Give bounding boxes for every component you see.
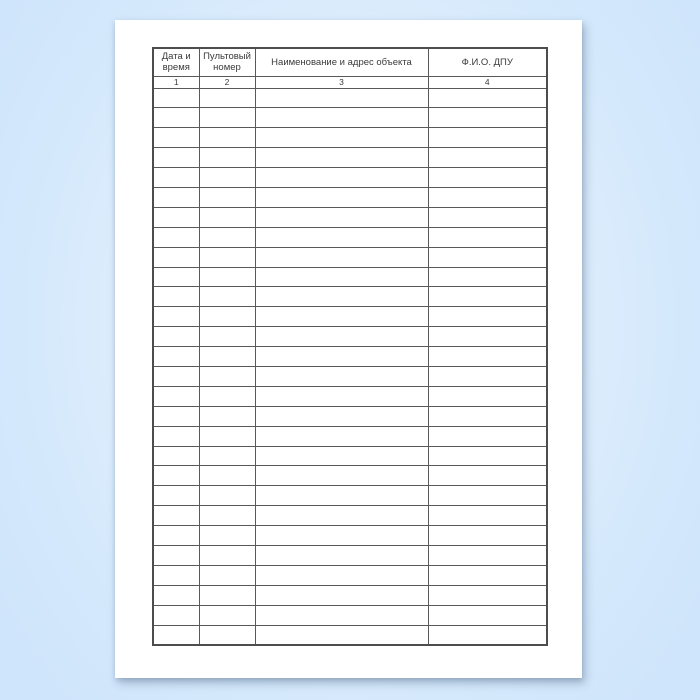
empty-cell bbox=[428, 88, 547, 108]
empty-cell bbox=[428, 406, 547, 426]
empty-row bbox=[153, 227, 547, 247]
empty-row bbox=[153, 625, 547, 645]
empty-cell bbox=[153, 247, 199, 267]
column-number-2: 2 bbox=[199, 76, 255, 88]
empty-row bbox=[153, 605, 547, 625]
empty-cell bbox=[428, 526, 547, 546]
empty-cell bbox=[199, 426, 255, 446]
empty-cell bbox=[153, 187, 199, 207]
empty-cell bbox=[428, 585, 547, 605]
empty-cell bbox=[199, 347, 255, 367]
empty-row bbox=[153, 128, 547, 148]
empty-cell bbox=[255, 466, 428, 486]
empty-cell bbox=[255, 545, 428, 565]
empty-row bbox=[153, 506, 547, 526]
empty-cell bbox=[199, 366, 255, 386]
empty-row bbox=[153, 585, 547, 605]
empty-cell bbox=[428, 108, 547, 128]
empty-cell bbox=[153, 287, 199, 307]
empty-cell bbox=[428, 148, 547, 168]
empty-cell bbox=[199, 625, 255, 645]
empty-cell bbox=[255, 486, 428, 506]
empty-row bbox=[153, 168, 547, 188]
empty-row bbox=[153, 366, 547, 386]
column-number-3: 3 bbox=[255, 76, 428, 88]
empty-cell bbox=[153, 108, 199, 128]
empty-cell bbox=[199, 605, 255, 625]
column-header-object-name-address: Наименование и адрес объекта bbox=[255, 48, 428, 76]
empty-row bbox=[153, 327, 547, 347]
empty-cell bbox=[199, 386, 255, 406]
empty-cell bbox=[199, 148, 255, 168]
empty-cell bbox=[428, 287, 547, 307]
empty-cell bbox=[255, 386, 428, 406]
empty-cell bbox=[255, 148, 428, 168]
empty-row bbox=[153, 187, 547, 207]
empty-cell bbox=[255, 267, 428, 287]
empty-row bbox=[153, 267, 547, 287]
empty-cell bbox=[153, 128, 199, 148]
empty-row bbox=[153, 88, 547, 108]
empty-cell bbox=[255, 406, 428, 426]
empty-row bbox=[153, 207, 547, 227]
empty-cell bbox=[153, 168, 199, 188]
empty-cell bbox=[199, 486, 255, 506]
empty-row bbox=[153, 565, 547, 585]
empty-row bbox=[153, 347, 547, 367]
empty-cell bbox=[255, 128, 428, 148]
empty-cell bbox=[153, 148, 199, 168]
table-header-row bbox=[153, 48, 547, 76]
empty-cell bbox=[153, 267, 199, 287]
empty-cell bbox=[428, 625, 547, 645]
empty-cell bbox=[428, 366, 547, 386]
empty-cell bbox=[199, 307, 255, 327]
column-number-4: 4 bbox=[428, 76, 547, 88]
document-sheet bbox=[115, 20, 582, 678]
column-header-date-time: Дата и время bbox=[153, 48, 199, 76]
empty-row bbox=[153, 386, 547, 406]
empty-row bbox=[153, 148, 547, 168]
empty-cell bbox=[428, 227, 547, 247]
empty-cell bbox=[199, 526, 255, 546]
empty-cell bbox=[428, 327, 547, 347]
empty-cell bbox=[199, 565, 255, 585]
column-header-dpu-name: Ф.И.О. ДПУ bbox=[428, 48, 547, 76]
empty-cell bbox=[153, 446, 199, 466]
empty-row bbox=[153, 446, 547, 466]
empty-cell bbox=[153, 227, 199, 247]
empty-row bbox=[153, 426, 547, 446]
empty-cell bbox=[255, 585, 428, 605]
empty-cell bbox=[199, 247, 255, 267]
empty-cell bbox=[153, 366, 199, 386]
empty-row bbox=[153, 108, 547, 128]
empty-cell bbox=[199, 506, 255, 526]
empty-cell bbox=[153, 88, 199, 108]
empty-cell bbox=[255, 307, 428, 327]
empty-cell bbox=[255, 108, 428, 128]
empty-cell bbox=[153, 406, 199, 426]
empty-cell bbox=[199, 287, 255, 307]
empty-cell bbox=[199, 545, 255, 565]
empty-cell bbox=[255, 625, 428, 645]
empty-cell bbox=[255, 327, 428, 347]
empty-cell bbox=[428, 486, 547, 506]
empty-cell bbox=[255, 446, 428, 466]
empty-cell bbox=[199, 207, 255, 227]
empty-cell bbox=[153, 585, 199, 605]
empty-cell bbox=[153, 526, 199, 546]
empty-cell bbox=[199, 585, 255, 605]
empty-cell bbox=[199, 267, 255, 287]
empty-cell bbox=[199, 446, 255, 466]
empty-cell bbox=[255, 207, 428, 227]
empty-cell bbox=[153, 386, 199, 406]
empty-row bbox=[153, 486, 547, 506]
empty-cell bbox=[153, 625, 199, 645]
empty-cell bbox=[153, 545, 199, 565]
empty-cell bbox=[428, 207, 547, 227]
empty-row bbox=[153, 545, 547, 565]
empty-cell bbox=[153, 486, 199, 506]
empty-row bbox=[153, 307, 547, 327]
empty-cell bbox=[153, 466, 199, 486]
empty-cell bbox=[199, 406, 255, 426]
empty-row bbox=[153, 526, 547, 546]
empty-cell bbox=[255, 565, 428, 585]
empty-cell bbox=[428, 386, 547, 406]
empty-cell bbox=[428, 347, 547, 367]
column-number-1: 1 bbox=[153, 76, 199, 88]
empty-cell bbox=[428, 545, 547, 565]
empty-row bbox=[153, 406, 547, 426]
empty-cell bbox=[153, 207, 199, 227]
empty-cell bbox=[255, 347, 428, 367]
empty-row bbox=[153, 247, 547, 267]
table-body bbox=[153, 88, 547, 645]
empty-cell bbox=[428, 466, 547, 486]
empty-cell bbox=[428, 187, 547, 207]
empty-cell bbox=[153, 426, 199, 446]
empty-cell bbox=[199, 168, 255, 188]
empty-cell bbox=[255, 526, 428, 546]
empty-cell bbox=[255, 168, 428, 188]
empty-row bbox=[153, 287, 547, 307]
empty-cell bbox=[153, 565, 199, 585]
empty-cell bbox=[428, 605, 547, 625]
empty-cell bbox=[255, 366, 428, 386]
empty-cell bbox=[255, 187, 428, 207]
empty-cell bbox=[428, 168, 547, 188]
empty-cell bbox=[199, 327, 255, 347]
empty-cell bbox=[199, 88, 255, 108]
empty-cell bbox=[153, 307, 199, 327]
column-header-console-number: Пультовый номер bbox=[199, 48, 255, 76]
empty-row bbox=[153, 466, 547, 486]
empty-cell bbox=[255, 426, 428, 446]
empty-cell bbox=[255, 287, 428, 307]
empty-cell bbox=[255, 227, 428, 247]
empty-cell bbox=[199, 227, 255, 247]
empty-cell bbox=[428, 267, 547, 287]
empty-cell bbox=[428, 247, 547, 267]
empty-cell bbox=[255, 88, 428, 108]
empty-cell bbox=[428, 307, 547, 327]
empty-cell bbox=[199, 187, 255, 207]
empty-cell bbox=[428, 128, 547, 148]
empty-cell bbox=[255, 506, 428, 526]
empty-cell bbox=[153, 506, 199, 526]
empty-cell bbox=[199, 128, 255, 148]
empty-cell bbox=[153, 347, 199, 367]
empty-cell bbox=[428, 506, 547, 526]
journal-table bbox=[152, 47, 548, 646]
empty-cell bbox=[255, 247, 428, 267]
empty-cell bbox=[255, 605, 428, 625]
empty-cell bbox=[428, 426, 547, 446]
empty-cell bbox=[199, 108, 255, 128]
empty-cell bbox=[153, 327, 199, 347]
empty-cell bbox=[153, 605, 199, 625]
empty-cell bbox=[428, 565, 547, 585]
empty-cell bbox=[428, 446, 547, 466]
column-number-row bbox=[153, 76, 547, 88]
empty-cell bbox=[199, 466, 255, 486]
